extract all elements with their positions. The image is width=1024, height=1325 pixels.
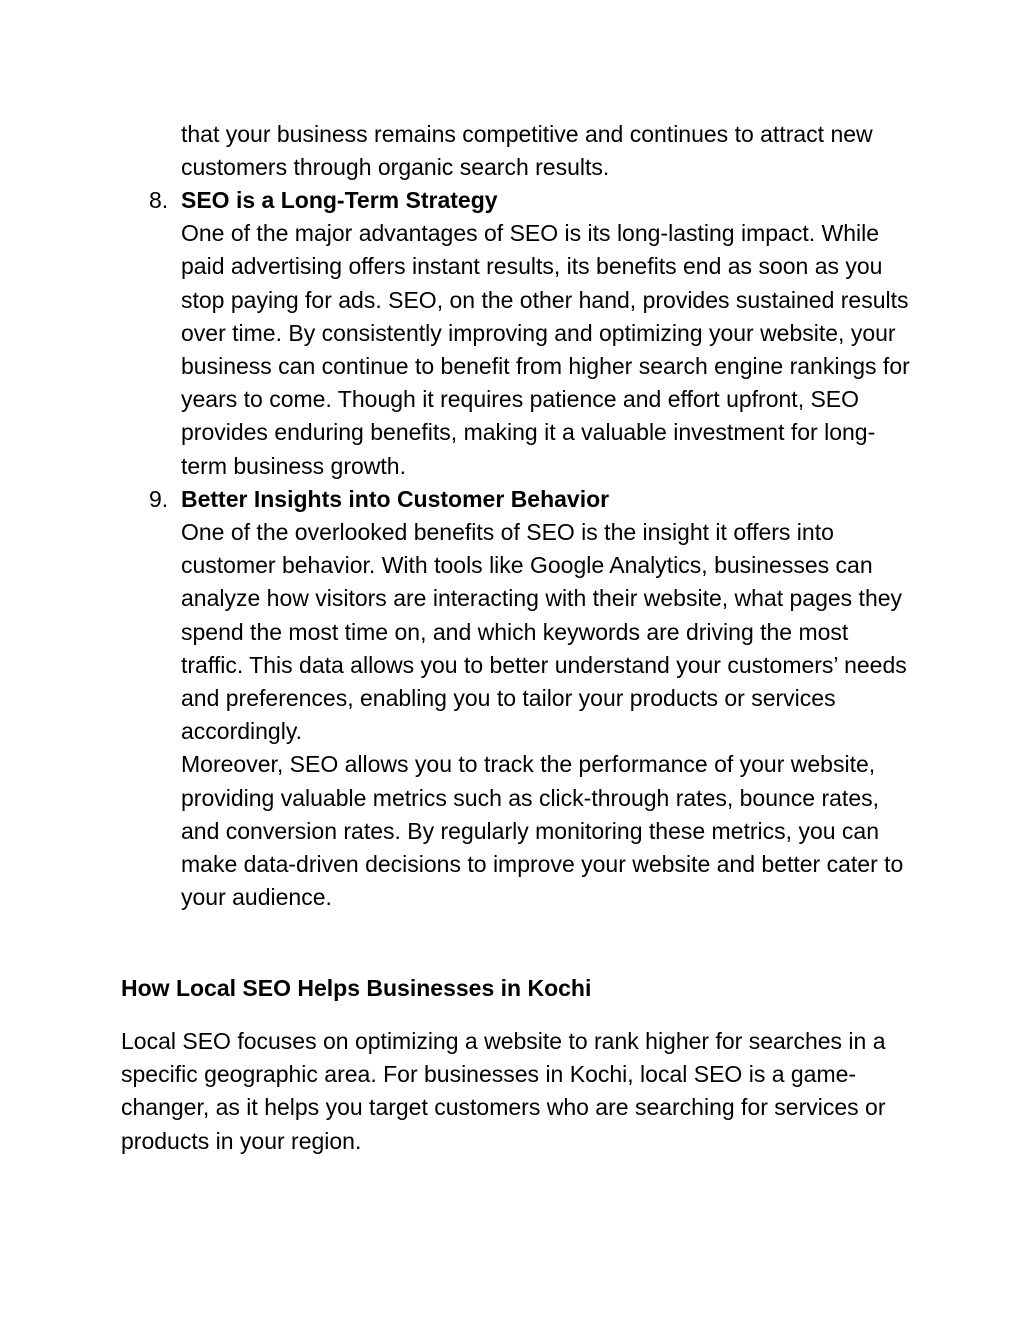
list-item (0, 184, 911, 483)
list-item-title: Better Insights into Customer Behavior (181, 485, 610, 512)
list-item-paragraph: One of the major advantages of SEO is its long-lasting impact. While paid advertising offers instant results, its benefits end as soon as you stop paying for ads. SEO, on the other hand, provides sustained results over time. By consistently improving and optimizing your website, your business can continue to benefit from higher search engine rankings for years to come. Though it requires patience and effort upfront, SEO provides enduring benefits, making it a valuable investment for long-term business growth. (181, 220, 910, 479)
benefits-list (0, 184, 1024, 914)
list-item-number: 8. (149, 187, 169, 213)
list-item (0, 483, 911, 915)
list-item-title: SEO is a Long-Term Strategy (181, 187, 498, 213)
section-heading: How Local SEO Helps Businesses in Kochi (121, 975, 592, 1001)
list-item-number: 9. (149, 485, 169, 512)
intro-continuation-text: that your business remains competitive and continues to attract new customers through organic search results. (181, 121, 873, 181)
list-item-paragraph: Moreover, SEO allows you to track the performance of your website, providing valuable metrics such as click-through rates, bounce rates, and conversion rates. By regularly monitoring these metrics, you can make data-driven decisions to improve your website and better cater to your audience. (181, 751, 904, 911)
section-body-text: Local SEO focuses on optimizing a website to rank higher for searches in a specific geographic area. For businesses in Kochi, local SEO is a game-changer, as it helps you target customers who are searching for services or products in your region. (121, 1028, 886, 1154)
list-item-paragraph: One of the overlooked benefits of SEO is the insight it offers into customer behavior. With tools like Google Analytics, businesses can analyze how visitors are interacting with their website, what pages they spend the most time on, and which keywords are driving the most traffic. This data allows you to better understand your customers’ needs and preferences, enabling you to tailor your products or services accordingly. (181, 519, 907, 745)
